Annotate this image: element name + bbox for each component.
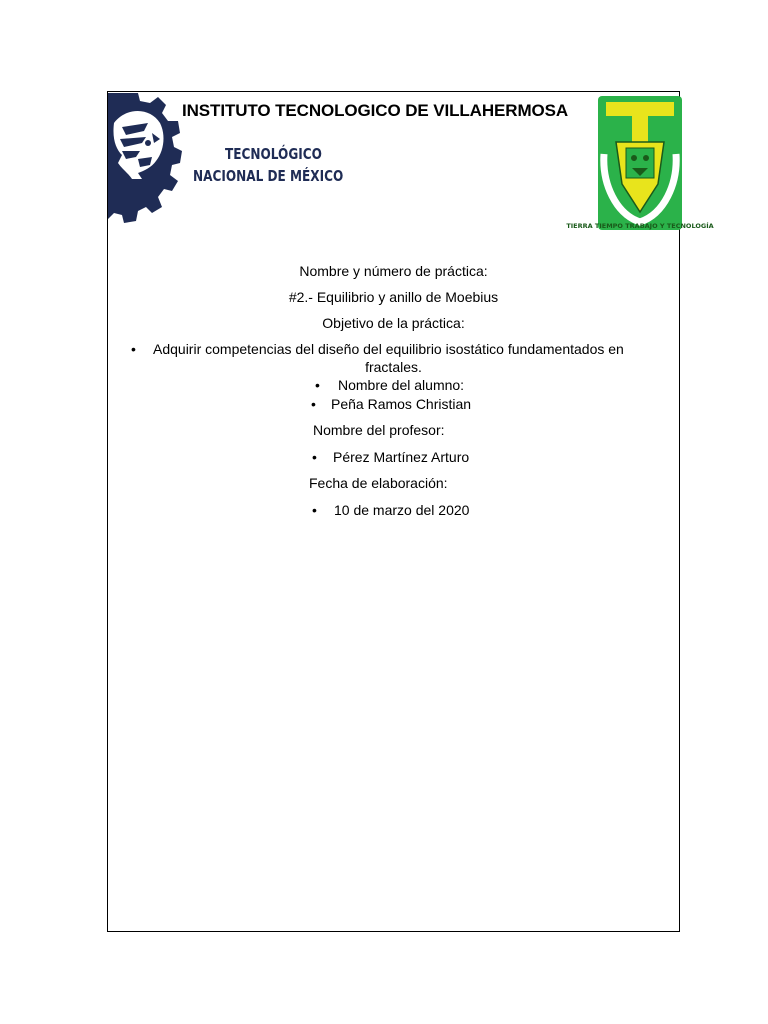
objective-label: Objetivo de la práctica: — [322, 315, 465, 331]
bullet-marker: • — [311, 396, 316, 412]
teacher-name: Pérez Martínez Arturo — [333, 449, 470, 465]
svg-text:TIERRA TIEMPO TRABAJO Y TECNOL: TIERRA TIEMPO TRABAJO Y TECNOLOGÍA — [566, 222, 714, 230]
practice-label: Nombre y número de práctica: — [299, 263, 488, 279]
student-name: Peña Ramos Christian — [331, 396, 472, 412]
tecnm-gear-logo-icon — [108, 93, 188, 235]
itvh-shield-logo-icon — [566, 94, 714, 232]
tecnm-wordmark-line2: NACIONAL DE MÉXICO — [193, 167, 344, 185]
objective-text-line2: fractales. — [365, 359, 422, 375]
tecnm-wordmark — [193, 143, 353, 187]
date-value: 10 de marzo del 2020 — [334, 502, 470, 518]
date-label: Fecha de elaboración: — [309, 475, 448, 491]
bullet-marker: • — [312, 502, 317, 518]
tecnm-wordmark-line1: TECNOLÓGICO — [225, 145, 322, 163]
institute-title: INSTITUTO TECNOLOGICO DE VILLAHERMOSA — [182, 101, 569, 120]
teacher-label: Nombre del profesor: — [313, 422, 445, 438]
bullet-marker: • — [312, 449, 317, 465]
objective-text-line1: Adquirir competencias del diseño del equilibrio isostático fundamentados en — [153, 341, 624, 357]
student-label: Nombre del alumno: — [338, 377, 465, 393]
bullet-marker: • — [131, 341, 136, 357]
bullet-marker: • — [315, 377, 320, 393]
practice-name: #2.- Equilibrio y anillo de Moebius — [288, 289, 499, 305]
